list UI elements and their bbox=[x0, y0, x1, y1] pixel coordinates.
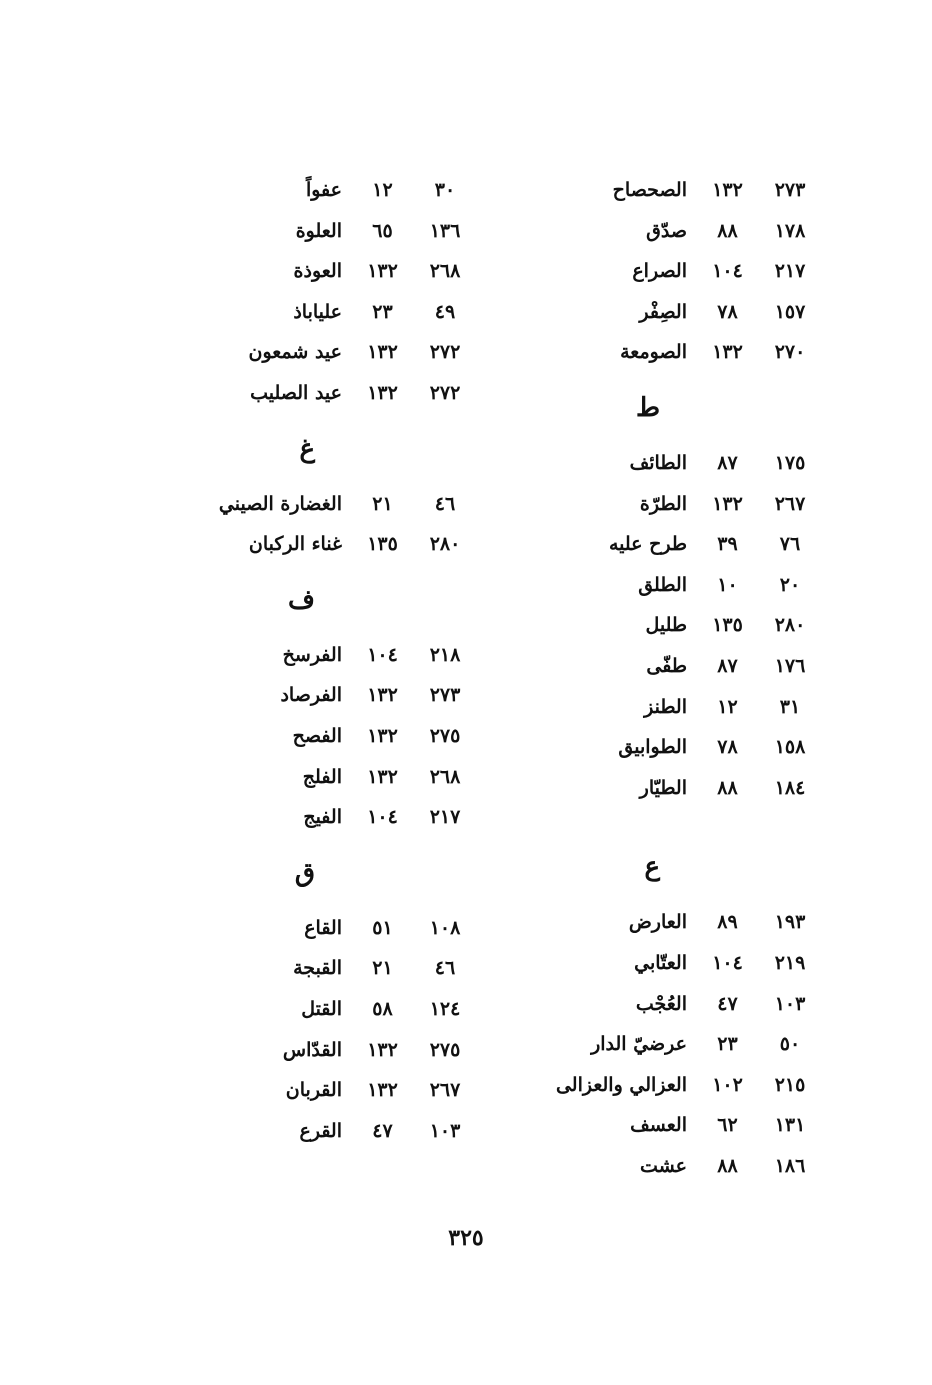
page-number-cell: ٤٦ bbox=[434, 492, 456, 515]
left-column bbox=[130, 170, 470, 1151]
entry-group bbox=[130, 170, 470, 414]
index-entry bbox=[130, 524, 470, 565]
letter-heading-ta bbox=[475, 373, 815, 443]
index-entry bbox=[475, 646, 815, 687]
index-entry bbox=[475, 524, 815, 565]
reference-number-cell: ١٣٢ bbox=[367, 1038, 398, 1061]
entry-group bbox=[130, 635, 470, 838]
page-number-cell: ١٣١ bbox=[774, 1114, 806, 1137]
index-entry bbox=[130, 1111, 470, 1152]
reference-number-cell: ٨٨ bbox=[717, 219, 738, 242]
index-entry bbox=[130, 170, 470, 211]
index-term: الصومعة bbox=[620, 341, 687, 364]
page-number-cell: ٢٦٧ bbox=[774, 492, 806, 515]
index-entry bbox=[130, 757, 470, 798]
letter-heading-text: غ bbox=[299, 433, 315, 464]
index-term: الفلج bbox=[302, 765, 342, 788]
index-term: العلوة bbox=[295, 219, 342, 242]
page-number-cell: ٢٦٨ bbox=[429, 260, 461, 283]
entry-group bbox=[130, 908, 470, 1152]
page-number-cell: ٢٧٢ bbox=[429, 341, 461, 364]
index-entry bbox=[475, 1065, 815, 1106]
letter-heading-text: ع bbox=[644, 852, 660, 883]
reference-number-cell: ٤٧ bbox=[717, 992, 738, 1015]
reference-number-cell: ١٣٥ bbox=[367, 533, 398, 556]
index-entry bbox=[475, 768, 815, 809]
index-entry bbox=[130, 484, 470, 525]
index-entry bbox=[475, 605, 815, 646]
index-term: غناء الركبان bbox=[248, 533, 342, 556]
index-term: الطوابيق bbox=[618, 736, 687, 759]
reference-number-cell: ١٠ bbox=[717, 573, 738, 596]
page-number-cell: ٢٦٧ bbox=[429, 1079, 461, 1102]
index-entry bbox=[130, 989, 470, 1030]
page-number-cell: ٢٧٣ bbox=[429, 684, 461, 707]
page-number-cell: ١٧٦ bbox=[774, 654, 806, 677]
index-term: الطيّار bbox=[639, 776, 687, 799]
letter-heading-qaf bbox=[130, 838, 470, 908]
page-number-cell: ٤٦ bbox=[434, 957, 456, 980]
index-term: الفصح bbox=[292, 724, 342, 747]
page-number-cell: ٢٧٥ bbox=[429, 1038, 461, 1061]
reference-number-cell: ٧٨ bbox=[717, 300, 738, 323]
index-entry bbox=[475, 984, 815, 1025]
index-term: طرح عليه bbox=[608, 533, 687, 556]
index-term: الغضارة الصيني bbox=[218, 492, 342, 515]
reference-number-cell: ١٣٢ bbox=[367, 684, 398, 707]
reference-number-cell: ٨٧ bbox=[717, 654, 738, 677]
spacer bbox=[475, 808, 815, 832]
reference-number-cell: ٤٧ bbox=[372, 1119, 393, 1142]
page-number-cell: ١٠٨ bbox=[429, 916, 461, 939]
reference-number-cell: ٢٣ bbox=[717, 1033, 738, 1056]
reference-number-cell: ٢١ bbox=[372, 957, 393, 980]
reference-number-cell: ١٣٢ bbox=[712, 341, 743, 364]
index-entry bbox=[130, 716, 470, 757]
index-term: العزالي والعزالى bbox=[555, 1073, 687, 1096]
page-number-cell: ٣١ bbox=[779, 695, 801, 718]
index-entry bbox=[130, 1070, 470, 1111]
index-entry bbox=[475, 170, 815, 211]
index-entry bbox=[130, 292, 470, 333]
index-term: القدّاس bbox=[282, 1038, 342, 1061]
page-number-cell: ١٣٦ bbox=[429, 219, 461, 242]
index-entry bbox=[130, 908, 470, 949]
index-term: علياباذ bbox=[293, 300, 342, 323]
reference-number-cell: ١٠٤ bbox=[367, 806, 398, 829]
page-number: ٣٢٥ bbox=[448, 1225, 484, 1251]
page-number-cell: ٢٧٠ bbox=[774, 341, 806, 364]
page-number-cell: ٥٠ bbox=[779, 1033, 801, 1056]
letter-heading-ayn bbox=[475, 832, 815, 902]
letter-heading-fa bbox=[130, 565, 470, 635]
letter-heading-text: ق bbox=[294, 857, 315, 888]
index-entry bbox=[130, 675, 470, 716]
index-entry bbox=[475, 687, 815, 728]
reference-number-cell: ١٣٢ bbox=[367, 1079, 398, 1102]
index-term: العتّابي bbox=[634, 951, 687, 974]
reference-number-cell: ١٢ bbox=[372, 179, 393, 201]
index-entry bbox=[475, 902, 815, 943]
page-number-cell: ٢١٩ bbox=[774, 951, 806, 974]
reference-number-cell: ٦٥ bbox=[372, 219, 393, 242]
reference-number-cell: ١٣٢ bbox=[712, 492, 743, 515]
index-term: العارض bbox=[628, 911, 687, 934]
index-term: الفرصاد bbox=[280, 684, 342, 707]
page-number-cell: ٢٨٠ bbox=[774, 614, 806, 637]
reference-number-cell: ١٣٥ bbox=[712, 614, 743, 637]
index-term: عفواً bbox=[305, 179, 342, 201]
entry-group bbox=[475, 170, 815, 373]
index-term: صدّق bbox=[646, 219, 687, 242]
index-entry bbox=[475, 251, 815, 292]
reference-number-cell: ١٠٢ bbox=[712, 1073, 743, 1096]
index-entry bbox=[475, 1024, 815, 1065]
index-entry bbox=[130, 332, 470, 373]
reference-number-cell: ١٣٢ bbox=[367, 381, 398, 404]
index-entry bbox=[130, 635, 470, 676]
page-number-cell: ٢١٥ bbox=[774, 1073, 806, 1096]
index-term: الصِفْر bbox=[639, 300, 687, 323]
index-term: الصراع bbox=[632, 260, 687, 283]
index-entry bbox=[475, 1105, 815, 1146]
reference-number-cell: ١٠٤ bbox=[712, 260, 743, 283]
page-number-cell: ١٩٣ bbox=[774, 911, 806, 934]
entry-group bbox=[475, 902, 815, 1186]
index-entry bbox=[475, 943, 815, 984]
index-term: الطرّة bbox=[639, 492, 687, 515]
index-term: العوذة bbox=[293, 260, 342, 283]
index-entry bbox=[475, 332, 815, 373]
page-number-cell: ٢٧٣ bbox=[774, 179, 806, 201]
index-term: الطنز bbox=[644, 695, 687, 718]
page-number-cell: ٢١٨ bbox=[429, 643, 461, 666]
page-number-cell: ٤٩ bbox=[434, 300, 456, 323]
reference-number-cell: ١٣٢ bbox=[367, 260, 398, 283]
page-number-cell: ١٨٤ bbox=[774, 776, 806, 799]
page-number-cell: ١٧٨ bbox=[774, 219, 806, 242]
reference-number-cell: ٨٧ bbox=[717, 451, 738, 474]
reference-number-cell: ٨٨ bbox=[717, 1154, 738, 1177]
index-entry bbox=[475, 443, 815, 484]
index-term: القرع bbox=[299, 1119, 342, 1142]
letter-heading-ghayn bbox=[130, 414, 470, 484]
index-term: طليل bbox=[645, 614, 687, 637]
index-term: القتل bbox=[301, 997, 342, 1020]
index-entry bbox=[130, 948, 470, 989]
page-number-cell: ٧٦ bbox=[779, 533, 801, 556]
reference-number-cell: ١٢ bbox=[717, 695, 738, 718]
reference-number-cell: ٦٢ bbox=[717, 1114, 738, 1137]
index-term: عيد شمعون bbox=[248, 341, 342, 364]
index-entry bbox=[475, 727, 815, 768]
page-number-cell: ١٥٨ bbox=[774, 736, 806, 759]
index-term: الفيج bbox=[303, 806, 342, 829]
page-number-cell: ٣٠ bbox=[434, 179, 456, 201]
index-entry bbox=[130, 251, 470, 292]
index-entry bbox=[130, 211, 470, 252]
reference-number-cell: ٣٩ bbox=[717, 533, 738, 556]
index-term: الصحصاح bbox=[612, 179, 687, 201]
index-term: القبجة bbox=[293, 957, 342, 980]
reference-number-cell: ٥٨ bbox=[372, 997, 393, 1020]
index-entry bbox=[130, 797, 470, 838]
index-term: عشت bbox=[640, 1154, 687, 1177]
page-number-cell: ١٢٤ bbox=[429, 997, 461, 1020]
page-number-cell: ٢٦٨ bbox=[429, 765, 461, 788]
index-entry bbox=[475, 1146, 815, 1187]
index-term: الطلق bbox=[638, 573, 687, 596]
index-term: عرضيّ الدار bbox=[591, 1033, 687, 1056]
entry-group bbox=[475, 443, 815, 808]
page-number-cell: ١٠٣ bbox=[429, 1119, 461, 1142]
index-term: القاع bbox=[304, 916, 342, 939]
index-entry bbox=[130, 1030, 470, 1071]
reference-number-cell: ٥١ bbox=[372, 916, 393, 939]
index-term: القربان bbox=[285, 1079, 342, 1102]
reference-number-cell: ١٣٢ bbox=[367, 341, 398, 364]
page-number-cell: ٢٧٢ bbox=[429, 381, 461, 404]
index-entry bbox=[130, 373, 470, 414]
page-number-cell: ١٠٣ bbox=[774, 992, 806, 1015]
entry-group bbox=[130, 484, 470, 565]
page-number-cell: ٢٠ bbox=[779, 573, 801, 596]
page-number-cell: ١٨٦ bbox=[774, 1154, 806, 1177]
page-number-cell: ١٧٥ bbox=[774, 451, 806, 474]
page-number-cell: ٢١٧ bbox=[429, 806, 461, 829]
index-entry bbox=[475, 211, 815, 252]
reference-number-cell: ٧٨ bbox=[717, 736, 738, 759]
index-term: طفّى bbox=[646, 654, 687, 677]
reference-number-cell: ١٣٢ bbox=[712, 179, 743, 201]
index-term: عيد الصليب bbox=[250, 381, 342, 404]
index-entry bbox=[475, 292, 815, 333]
index-term: العسف bbox=[630, 1114, 687, 1137]
letter-heading-text: ط bbox=[635, 392, 660, 423]
reference-number-cell: ٢٣ bbox=[372, 300, 393, 323]
reference-number-cell: ١٠٤ bbox=[367, 643, 398, 666]
reference-number-cell: ١٣٢ bbox=[367, 724, 398, 747]
reference-number-cell: ٨٨ bbox=[717, 776, 738, 799]
page-number-cell: ١٥٧ bbox=[774, 300, 806, 323]
index-term: الفرسخ bbox=[282, 643, 342, 666]
reference-number-cell: ٨٩ bbox=[717, 911, 738, 934]
reference-number-cell: ١٣٢ bbox=[367, 765, 398, 788]
index-entry bbox=[475, 565, 815, 606]
page-number-cell: ٢٧٥ bbox=[429, 724, 461, 747]
right-column bbox=[475, 170, 815, 1186]
page-number-cell: ٢١٧ bbox=[774, 260, 806, 283]
reference-number-cell: ٢١ bbox=[372, 492, 393, 515]
index-term: الطائف bbox=[629, 451, 687, 474]
index-entry bbox=[475, 484, 815, 525]
letter-heading-text: ف bbox=[288, 584, 315, 615]
index-term: العُجْب bbox=[635, 992, 687, 1015]
reference-number-cell: ١٠٤ bbox=[712, 951, 743, 974]
page-number-cell: ٢٨٠ bbox=[429, 533, 461, 556]
